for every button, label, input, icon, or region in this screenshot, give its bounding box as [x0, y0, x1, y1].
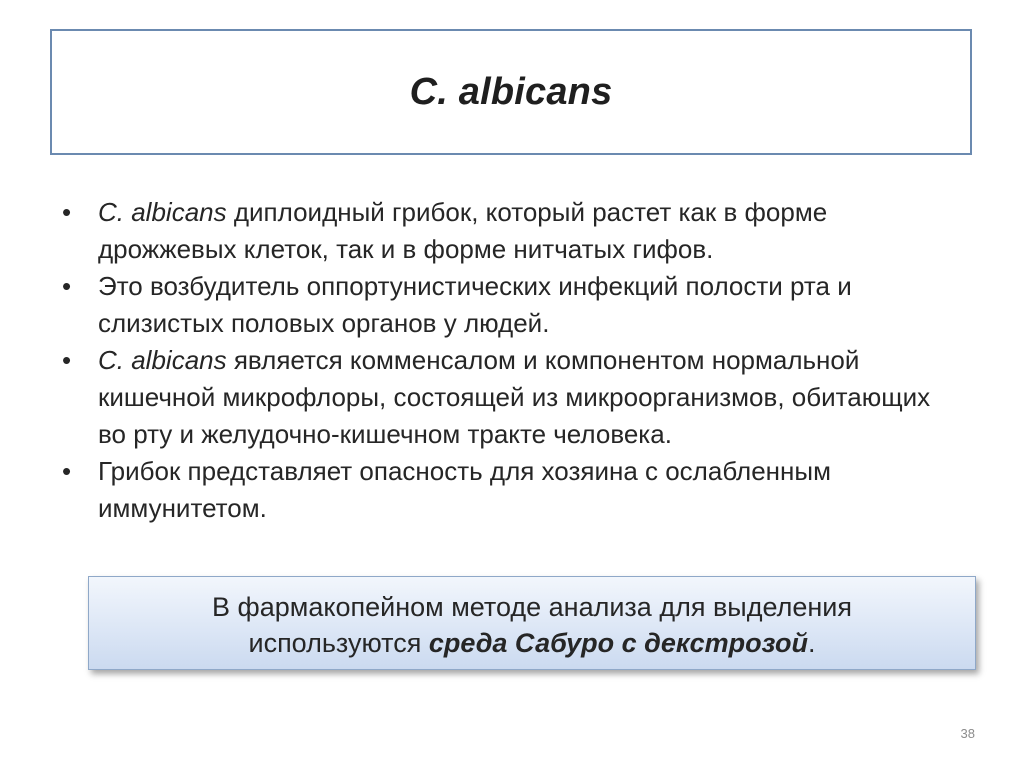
bullet-marker: •: [62, 345, 72, 375]
bullet-text: Грибок представляет опасность для хозяина с ослабленным иммунитетом.: [98, 456, 831, 523]
callout-line-2-prefix: используются: [248, 628, 429, 658]
bullet-item-3: [62, 342, 962, 453]
bullet-marker: •: [62, 271, 72, 301]
callout-line-2: [89, 625, 975, 661]
callout-emphasis: среда Сабуро с декстрозой: [428, 628, 808, 658]
bullet-italic-prefix: C. albicans: [98, 345, 227, 375]
callout-box: [88, 576, 976, 670]
bullet-item-1: [62, 194, 962, 268]
callout-line-2-suffix: .: [807, 628, 816, 658]
callout-line-1: В фармакопейном методе анализа для выделения: [212, 592, 852, 622]
bullet-marker: •: [62, 197, 72, 227]
bullet-text: диплоидный грибок, который растет как в форме дрожжевых клеток, так и в форме нитчатых гифов.: [98, 197, 828, 264]
bullet-text: является комменсалом и компонентом нормальной кишечной микрофлоры, состоящей из микроорганизмов, обитающих во рту и желудочно-кишечном тракте человека.: [98, 345, 931, 449]
bullet-marker: •: [62, 456, 72, 486]
page-number: 38: [960, 726, 975, 741]
bullet-text: Это возбудитель оппортунистических инфекций полости рта и слизистых половых органов у людей.: [98, 271, 852, 338]
bullet-item-4: [62, 453, 962, 527]
bullet-item-2: [62, 268, 962, 342]
slide-title: C. albicans: [409, 70, 613, 113]
bullet-list: [62, 194, 962, 527]
title-box: [50, 29, 972, 155]
bullet-italic-prefix: C. albicans: [98, 197, 227, 227]
